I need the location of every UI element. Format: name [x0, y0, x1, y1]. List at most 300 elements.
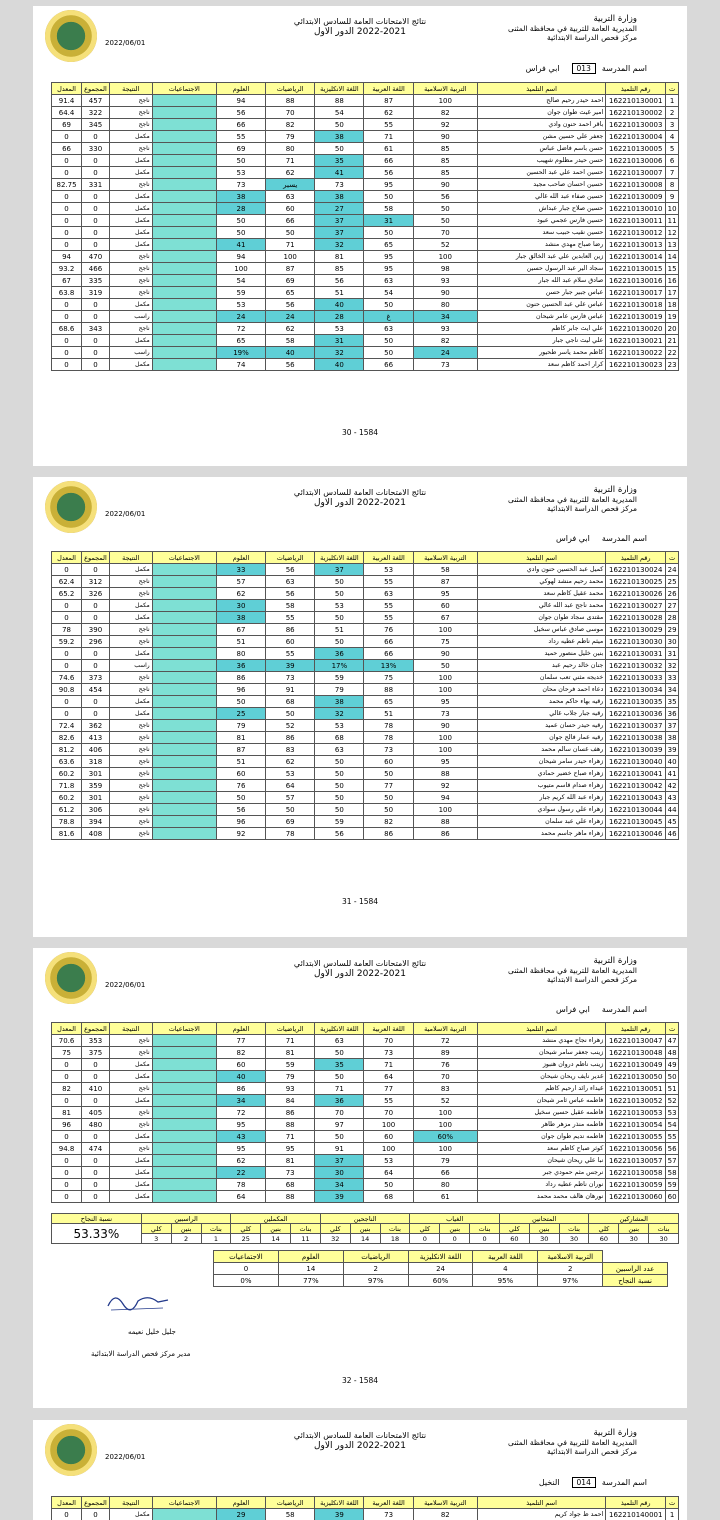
table-cell: 88: [413, 816, 477, 828]
table-cell: 74: [216, 359, 265, 371]
summary-value: 11: [291, 1234, 321, 1244]
summary-subheader: بنين: [529, 1224, 559, 1234]
table-cell: 162210130060: [606, 1191, 666, 1203]
subject-summary-value: 14: [278, 1263, 343, 1275]
table-row: [52, 263, 679, 275]
table-cell: 40: [315, 299, 364, 311]
table-cell: [152, 107, 216, 119]
table-cell: 68: [315, 732, 364, 744]
table-cell: [152, 203, 216, 215]
table-cell: 87: [216, 744, 265, 756]
table-cell: 0: [82, 648, 110, 660]
table-cell: 100: [413, 1143, 477, 1155]
column-header: اللغة الانكليزية: [315, 1497, 364, 1509]
table-cell: احمد ظ جواد كريم: [477, 1509, 605, 1520]
column-header: اللغة العربية: [364, 552, 413, 564]
table-cell: 88: [266, 1191, 315, 1203]
summary-value: 1: [201, 1234, 231, 1244]
table-cell: باقر احمد حنون وادي: [477, 119, 605, 131]
summary-subheader: بنات: [649, 1224, 679, 1234]
table-row: [52, 1095, 679, 1107]
table-cell: راسب: [109, 660, 152, 672]
table-cell: 0: [52, 696, 82, 708]
table-cell: 0: [82, 359, 110, 371]
table-cell: 36: [315, 1095, 364, 1107]
table-cell: 405: [82, 1107, 110, 1119]
table-cell: مكمل: [109, 1509, 152, 1520]
table-cell: 0: [82, 311, 110, 323]
table-cell: علي ليث ناجي جبار: [477, 335, 605, 347]
table-cell: [152, 732, 216, 744]
table-cell: 44: [667, 805, 677, 814]
table-cell: 100: [364, 1119, 413, 1131]
table-row: [52, 684, 679, 696]
column-header: العلوم: [216, 1497, 265, 1509]
table-cell: 0: [52, 1179, 82, 1191]
table-cell: 100: [364, 1143, 413, 1155]
table-cell: 50: [315, 636, 364, 648]
table-cell: رقيه بهاء حاكم محمد: [477, 696, 605, 708]
subject-summary-value: 60%: [408, 1275, 473, 1287]
table-cell: 87: [364, 95, 413, 107]
table-row: [52, 347, 679, 359]
summary-subheader: بنات: [201, 1224, 231, 1234]
column-header: رقم التلميذ: [606, 1497, 666, 1509]
table-cell: 50: [364, 191, 413, 203]
table-cell: 90: [413, 179, 477, 191]
table-cell: 162210130040: [606, 756, 666, 768]
table-cell: 85: [413, 143, 477, 155]
table-cell: 100: [413, 1119, 477, 1131]
column-header: اللغة العربية: [364, 1497, 413, 1509]
column-header: التربية الاسلامية: [413, 1497, 477, 1509]
table-cell: 43: [216, 1131, 265, 1143]
table-cell: حسين احمد علي عبد الحسين: [477, 167, 605, 179]
table-cell: [152, 131, 216, 143]
table-cell: زين العابدين علي عبد الخالق جبار: [477, 251, 605, 263]
table-cell: [152, 323, 216, 335]
table-cell: 55: [364, 576, 413, 588]
table-cell: [152, 119, 216, 131]
table-cell: 81: [315, 251, 364, 263]
column-header: اللغة الانكليزية: [315, 552, 364, 564]
subject-summary-table: [213, 1250, 668, 1287]
table-cell: 78: [266, 828, 315, 840]
table-cell: 51: [216, 636, 265, 648]
table-cell: 162210130057: [606, 1155, 666, 1167]
table-cell: ناجح: [109, 1107, 152, 1119]
table-cell: [152, 648, 216, 660]
table-cell: [152, 600, 216, 612]
table-cell: رقيه حيدر حسان عميد: [477, 720, 605, 732]
table-cell: 66: [216, 119, 265, 131]
table-cell: 50: [364, 299, 413, 311]
table-row: [52, 311, 679, 323]
table-cell: [152, 359, 216, 371]
table-cell: زهراء عبد الله كريم جبار: [477, 792, 605, 804]
table-cell: 0: [52, 1059, 82, 1071]
table-cell: عباس جبير جبار حسن: [477, 287, 605, 299]
column-header: الاجتماعيات: [152, 1497, 216, 1509]
table-row: [52, 708, 679, 720]
table-cell: مكمل: [109, 215, 152, 227]
table-cell: 19: [667, 312, 677, 321]
ministry-block: وزارة التربية المديرية العامة للتربية في محافظة المثنى مركز فحص الدراسة الابتدائية: [508, 14, 637, 42]
table-cell: 90: [413, 720, 477, 732]
table-cell: [152, 1509, 216, 1520]
table-cell: 51: [315, 624, 364, 636]
table-cell: 63: [364, 275, 413, 287]
table-row: [52, 287, 679, 299]
table-cell: 50: [315, 1131, 364, 1143]
table-cell: 162210130050: [606, 1071, 666, 1083]
table-cell: 474: [82, 1143, 110, 1155]
table-cell: مكمل: [109, 600, 152, 612]
table-cell: 81: [266, 1155, 315, 1167]
table-cell: 41: [315, 167, 364, 179]
table-cell: [152, 1071, 216, 1083]
table-cell: 0: [82, 239, 110, 251]
summary-subheader: بنين: [440, 1224, 470, 1234]
table-cell: مكمل: [109, 1059, 152, 1071]
table-cell: حسن حيدر مظلوم شهيب: [477, 155, 605, 167]
summary-subheader: كلي: [499, 1224, 529, 1234]
table-cell: 71: [364, 131, 413, 143]
school-name: ابي فراس: [555, 1005, 590, 1014]
table-cell: 50: [315, 768, 364, 780]
table-cell: 54: [667, 1120, 677, 1129]
table-row: [52, 828, 679, 840]
table-cell: [152, 696, 216, 708]
table-cell: 70: [266, 107, 315, 119]
summary-value: 0: [470, 1234, 500, 1244]
subject-summary-value: 2: [343, 1263, 408, 1275]
signer-name: جليل خليل نعيمه: [128, 1328, 176, 1336]
table-cell: ناجح: [109, 768, 152, 780]
table-cell: 97: [315, 1119, 364, 1131]
table-cell: 13%: [364, 660, 413, 672]
summary-value: 25: [231, 1234, 261, 1244]
table-cell: 70: [413, 227, 477, 239]
column-header: الاجتماعيات: [152, 552, 216, 564]
subject-header: اللغة الانكليزية: [408, 1251, 473, 1263]
column-header: رقم التلميذ: [606, 83, 666, 95]
table-row: [52, 1059, 679, 1071]
table-cell: 55: [364, 119, 413, 131]
report-title: نتائج الامتحانات العامة للسادس الابتدائي 2022-2021 الدور الاول: [293, 1431, 427, 1451]
table-cell: 65: [216, 335, 265, 347]
table-cell: 0: [52, 311, 82, 323]
table-cell: 413: [82, 732, 110, 744]
table-cell: 162210130035: [606, 696, 666, 708]
table-row: [52, 131, 679, 143]
table-cell: 0: [52, 335, 82, 347]
column-header: التربية الاسلامية: [413, 83, 477, 95]
summary-subheader: كلي: [141, 1224, 171, 1234]
subject-header: الرياضيات: [343, 1251, 408, 1263]
table-row: [52, 143, 679, 155]
table-cell: 0: [52, 359, 82, 371]
table-cell: 70: [364, 1035, 413, 1047]
table-cell: راسب: [109, 311, 152, 323]
table-cell: 66: [52, 143, 82, 155]
table-row: [52, 1509, 679, 1520]
table-cell: 32: [315, 347, 364, 359]
table-cell: 78.8: [52, 816, 82, 828]
table-cell: 11: [667, 216, 677, 225]
table-cell: 70: [364, 1107, 413, 1119]
table-cell: 61: [364, 143, 413, 155]
table-cell: 71: [266, 239, 315, 251]
table-cell: 46: [667, 829, 677, 838]
table-cell: 0: [82, 155, 110, 167]
table-cell: مكمل: [109, 1131, 152, 1143]
table-cell: 36: [667, 709, 677, 718]
table-cell: 0: [82, 1167, 110, 1179]
table-cell: 9: [666, 191, 679, 203]
table-cell: 162210130006: [606, 155, 666, 167]
table-cell: 52: [413, 1095, 477, 1107]
table-cell: 35: [667, 697, 677, 706]
table-cell: مكمل: [109, 648, 152, 660]
summary-subheader: بنين: [171, 1224, 201, 1234]
table-cell: ناجح: [109, 1035, 152, 1047]
table-cell: 8: [666, 179, 679, 191]
table-cell: 92: [413, 780, 477, 792]
table-cell: [152, 660, 216, 672]
table-cell: 0: [82, 227, 110, 239]
column-header: المجموع: [82, 1497, 110, 1509]
table-cell: 457: [82, 95, 110, 107]
table-cell: 373: [82, 672, 110, 684]
table-cell: 0: [52, 1509, 82, 1520]
table-cell: 95: [413, 696, 477, 708]
table-cell: 38: [216, 612, 265, 624]
table-cell: 335: [82, 275, 110, 287]
table-cell: 28: [315, 311, 364, 323]
table-cell: 0: [52, 600, 82, 612]
table-cell: 0: [52, 564, 82, 576]
table-cell: ناجح: [109, 107, 152, 119]
table-cell: ناجح: [109, 143, 152, 155]
page-number: 30 - 1584: [341, 428, 379, 437]
table-row: [52, 299, 679, 311]
table-cell: 64.4: [52, 107, 82, 119]
table-cell: 72: [413, 1035, 477, 1047]
table-cell: يسير: [266, 179, 315, 191]
table-cell: ناجح: [109, 1083, 152, 1095]
table-cell: زهراء ماهر جاسم محمد: [477, 828, 605, 840]
table-cell: 53: [216, 299, 265, 311]
table-row: [52, 780, 679, 792]
table-cell: 62: [364, 107, 413, 119]
table-cell: [152, 1191, 216, 1203]
table-cell: 91: [315, 1143, 364, 1155]
table-cell: ناجح: [109, 588, 152, 600]
sheet-header: [33, 1420, 687, 1490]
table-cell: 59.2: [52, 636, 82, 648]
table-cell: 95: [413, 756, 477, 768]
table-cell: [152, 1179, 216, 1191]
table-row: [52, 227, 679, 239]
table-cell: 43: [667, 793, 677, 802]
table-cell: ناجح: [109, 780, 152, 792]
table-cell: 24: [266, 311, 315, 323]
table-cell: 73: [413, 708, 477, 720]
summary-value: 0: [410, 1234, 440, 1244]
table-cell: جنان خالد رحيم عبد: [477, 660, 605, 672]
subject-summary-value: 2: [538, 1263, 603, 1275]
table-cell: 162210130008: [606, 179, 666, 191]
table-cell: 162210130033: [606, 672, 666, 684]
subject-summary-value: 24: [408, 1263, 473, 1275]
table-cell: 100: [413, 1107, 477, 1119]
table-cell: 92: [413, 119, 477, 131]
table-cell: [152, 191, 216, 203]
table-row: [52, 239, 679, 251]
table-cell: 61: [413, 1191, 477, 1203]
table-cell: مكمل: [109, 1095, 152, 1107]
table-cell: 162210130044: [606, 804, 666, 816]
table-cell: مكمل: [109, 203, 152, 215]
table-cell: 86: [413, 828, 477, 840]
table-row: [52, 648, 679, 660]
subject-header: العلوم: [278, 1251, 343, 1263]
table-cell: 0: [82, 1179, 110, 1191]
table-header-row: [52, 1497, 679, 1509]
table-cell: 0: [82, 347, 110, 359]
table-cell: 162210130026: [606, 588, 666, 600]
table-cell: 162210130009: [606, 191, 666, 203]
table-cell: 162210130011: [606, 215, 666, 227]
table-cell: 162210130041: [606, 768, 666, 780]
table-cell: [152, 636, 216, 648]
table-cell: 75: [413, 636, 477, 648]
table-cell: رقيه جبار جلاب غالي: [477, 708, 605, 720]
table-cell: ناجح: [109, 684, 152, 696]
table-cell: 88: [266, 1119, 315, 1131]
table-cell: 63: [315, 744, 364, 756]
table-cell: 56: [266, 564, 315, 576]
table-cell: 78: [364, 732, 413, 744]
results-table: [51, 551, 679, 840]
table-cell: 162210130025: [606, 576, 666, 588]
table-row: [52, 119, 679, 131]
table-cell: 50: [266, 708, 315, 720]
table-cell: 0: [82, 696, 110, 708]
table-cell: 32: [315, 708, 364, 720]
table-cell: 162210130024: [606, 564, 666, 576]
table-cell: 64: [364, 1071, 413, 1083]
table-cell: مكمل: [109, 227, 152, 239]
table-cell: 69: [52, 119, 82, 131]
table-row: [52, 720, 679, 732]
column-header: المجموع: [82, 1023, 110, 1035]
table-cell: 17%: [315, 660, 364, 672]
table-cell: مكمل: [109, 564, 152, 576]
table-cell: 62.4: [52, 576, 82, 588]
table-cell: فاطمه منذر مزهر طاهر: [477, 1119, 605, 1131]
table-cell: 56: [364, 167, 413, 179]
table-cell: مكمل: [109, 359, 152, 371]
table-cell: 331: [82, 179, 110, 191]
table-cell: 55: [266, 612, 315, 624]
table-cell: 162210130014: [606, 251, 666, 263]
table-row: [52, 95, 679, 107]
table-cell: 162210130046: [606, 828, 666, 840]
table-cell: 162210130013: [606, 239, 666, 251]
table-cell: علي ايث جابر كاظم: [477, 323, 605, 335]
table-cell: 0: [52, 239, 82, 251]
table-cell: 60: [266, 636, 315, 648]
table-cell: [152, 612, 216, 624]
table-cell: 63: [266, 191, 315, 203]
table-cell: 67: [52, 275, 82, 287]
table-cell: 59: [315, 816, 364, 828]
table-cell: [152, 708, 216, 720]
table-cell: 0: [82, 1155, 110, 1167]
summary-subheader: كلي: [589, 1224, 619, 1234]
table-cell: [152, 1143, 216, 1155]
table-row: [52, 600, 679, 612]
table-cell: 73: [315, 179, 364, 191]
column-header: اسم التلميذ: [477, 1497, 605, 1509]
table-cell: 301: [82, 768, 110, 780]
table-cell: 66: [364, 648, 413, 660]
table-cell: 345: [82, 119, 110, 131]
report-title: نتائج الامتحانات العامة للسادس الابتدائي 2022-2021 الدور الاول: [293, 17, 427, 37]
table-cell: 58: [266, 1509, 315, 1520]
table-cell: 0: [52, 299, 82, 311]
summary-subheader: بنات: [559, 1224, 589, 1234]
table-cell: 162210130016: [606, 275, 666, 287]
table-cell: 162210130059: [606, 1179, 666, 1191]
table-cell: 94: [52, 251, 82, 263]
table-row: [52, 732, 679, 744]
table-cell: [152, 215, 216, 227]
table-cell: 35: [315, 1059, 364, 1071]
table-cell: 57: [216, 576, 265, 588]
column-header: العلوم: [216, 1023, 265, 1035]
table-row: [52, 1179, 679, 1191]
table-cell: 95: [216, 1143, 265, 1155]
table-cell: [152, 744, 216, 756]
table-cell: 0: [52, 215, 82, 227]
table-cell: حسن باسم فاضل عباس: [477, 143, 605, 155]
table-cell: 0: [82, 1095, 110, 1107]
table-cell: 73: [364, 1047, 413, 1059]
table-row: [52, 323, 679, 335]
table-cell: 375: [82, 1047, 110, 1059]
result-sheet-page-1: [33, 6, 687, 466]
table-cell: 162210130055: [606, 1131, 666, 1143]
table-cell: 86: [216, 1083, 265, 1095]
table-cell: 38: [216, 191, 265, 203]
table-cell: 0: [52, 155, 82, 167]
table-cell: ناجح: [109, 119, 152, 131]
table-cell: 76: [216, 780, 265, 792]
table-cell: 53: [216, 167, 265, 179]
table-cell: 0: [52, 1095, 82, 1107]
table-cell: 48: [667, 1048, 677, 1057]
table-cell: 60: [216, 1059, 265, 1071]
table-cell: ناجح: [109, 816, 152, 828]
table-cell: 40: [266, 347, 315, 359]
table-cell: 50: [364, 804, 413, 816]
page-number: 31 - 1584: [341, 897, 379, 906]
table-cell: حسين نقيب حبيب سعد: [477, 227, 605, 239]
column-header: المجموع: [82, 552, 110, 564]
